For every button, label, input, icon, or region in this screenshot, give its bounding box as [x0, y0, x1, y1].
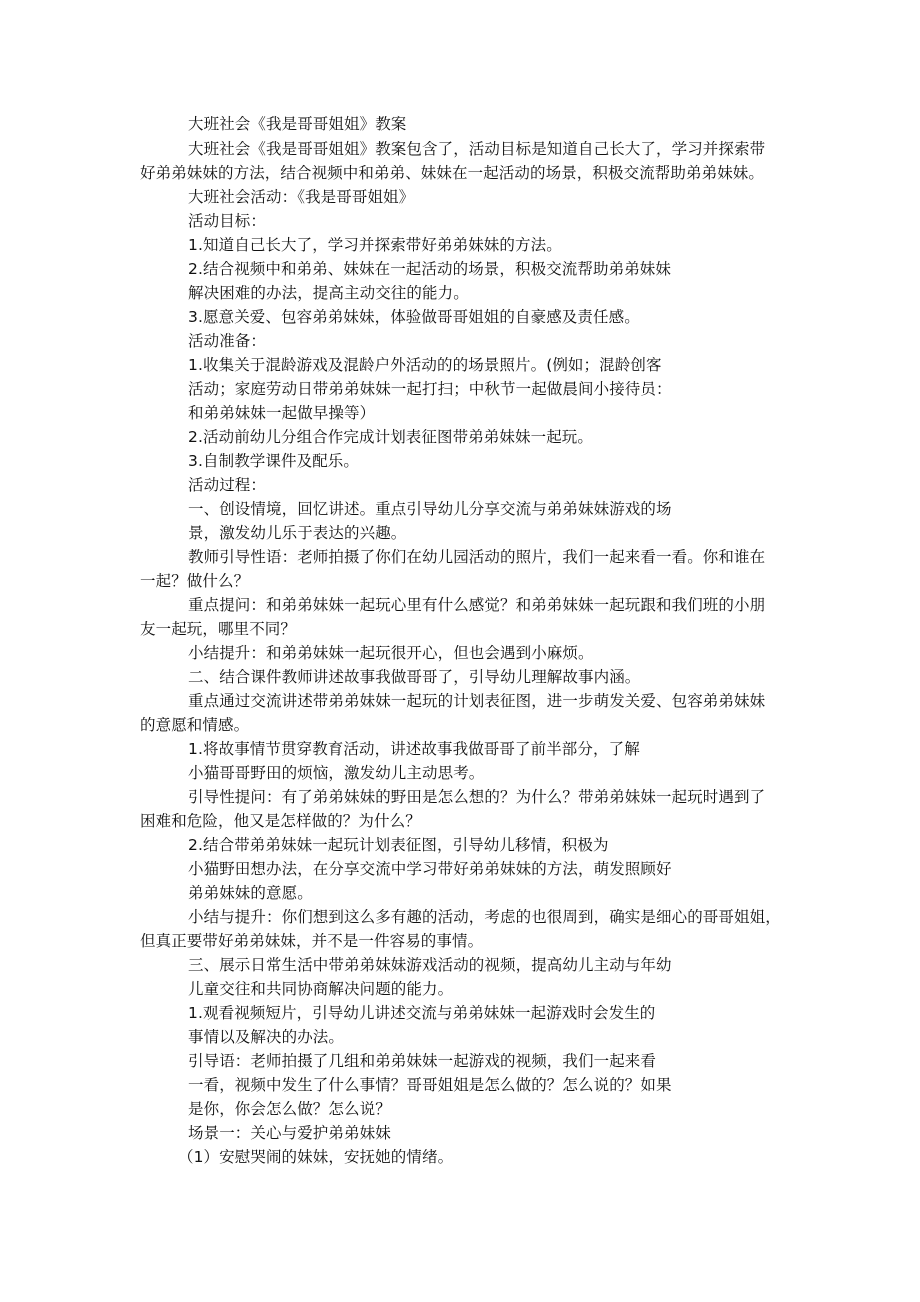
- text-line: 重点提问：和弟弟妹妹一起玩心里有什么感觉？和弟弟妹妹一起玩跟和我们班的小朋: [188, 596, 766, 614]
- text-line: 小猫哥哥野田的烦恼，激发幼儿主动思考。: [188, 764, 485, 782]
- text-line: 和弟弟妹妹一起做早操等）: [188, 404, 376, 422]
- text-line: 一起？做什么？: [140, 572, 250, 590]
- text-line: 小猫野田想办法，在分享交流中学习带好弟弟妹妹的方法，萌发照顾好: [188, 860, 672, 878]
- text-line: 儿童交往和共同协商解决问题的能力。: [188, 980, 454, 998]
- section-heading: 活动准备：: [188, 332, 267, 350]
- text-line: 活动；家庭劳动日带弟弟妹妹一起打扫；中秋节一起做晨间小接待员：: [188, 380, 672, 398]
- text-line: 3.愿意关爱、包容弟弟妹妹，体验做哥哥姐姐的自豪感及责任感。: [188, 308, 640, 326]
- text-line: 的意愿和情感。: [140, 716, 250, 734]
- text-line: 1.知道自己长大了，学习并探索带好弟弟妹妹的方法。: [188, 236, 562, 254]
- text-line: 重点通过交流讲述带弟弟妹妹一起玩的计划表征图，进一步萌发关爱、包容弟弟妹妹: [188, 692, 766, 710]
- text-line: 友一起玩，哪里不同？: [140, 620, 297, 638]
- text-line: 2.结合带弟弟妹妹一起玩计划表征图，引导幼儿移情，积极为: [188, 836, 609, 854]
- text-line: 一看，视频中发生了什么事情？哥哥姐姐是怎么做的？怎么说的？如果: [188, 1076, 672, 1094]
- text-line: 困难和危险，他又是怎样做的？为什么？: [140, 812, 421, 830]
- text-line: 弟弟妹妹的意愿。: [188, 884, 313, 902]
- text-line: 引导性提问：有了弟弟妹妹的野田是怎么想的？为什么？带弟弟妹妹一起玩时遇到了: [188, 788, 766, 806]
- text-line: 1.将故事情节贯穿教育活动，讲述故事我做哥哥了前半部分，了解: [188, 740, 640, 758]
- text-line: 3.自制教学课件及配乐。: [188, 452, 359, 470]
- text-line: 解决困难的办法，提高主动交往的能力。: [188, 284, 469, 302]
- text-line: 事情以及解决的办法。: [188, 1028, 345, 1046]
- text-line: （1）安慰哭闹的妹妹，安抚她的情绪。: [178, 1148, 454, 1166]
- text-line: 大班社会活动：《我是哥哥姐姐》: [188, 188, 415, 206]
- text-line: 是你，你会怎么做？怎么说？: [188, 1100, 391, 1118]
- section-heading: 活动目标：: [188, 212, 267, 230]
- text-line: 2.活动前幼儿分组合作完成计划表征图带弟弟妹妹一起玩。: [188, 428, 593, 446]
- text-line: 2.结合视频中和弟弟、妹妹在一起活动的场景，积极交流帮助弟弟妹妹: [188, 260, 671, 278]
- text-line: 三、展示日常生活中带弟弟妹妹游戏活动的视频，提高幼儿主动与年幼: [188, 956, 672, 974]
- text-line: 好弟弟妹妹的方法，结合视频中和弟弟、妹妹在一起活动的场景，积极交流帮助弟弟妹妹。: [140, 164, 765, 182]
- text-line: 二、结合课件教师讲述故事我做哥哥了，引导幼儿理解故事内涵。: [188, 668, 641, 686]
- text-line: 场景一：关心与爱护弟弟妹妹: [188, 1124, 391, 1142]
- document-title: 大班社会《我是哥哥姐姐》教案: [188, 115, 407, 133]
- text-line: 小结与提升：你们想到这么多有趣的活动，考虑的也很周到，确实是细心的哥哥姐姐，: [188, 908, 781, 926]
- text-line: 一、创设情境，回忆讲述。重点引导幼儿分享交流与弟弟妹妹游戏的场: [188, 500, 672, 518]
- text-line: 教师引导性语：老师拍摄了你们在幼儿园活动的照片，我们一起来看一看。你和谁在: [188, 548, 766, 566]
- text-line: 大班社会《我是哥哥姐姐》教案包含了，活动目标是知道自己长大了，学习并探索带: [188, 140, 766, 158]
- text-line: 1.收集关于混龄游戏及混龄户外活动的的场景照片。(例如；混龄创客: [188, 356, 662, 374]
- text-line: 小结提升：和弟弟妹妹一起玩很开心，但也会遇到小麻烦。: [188, 644, 594, 662]
- text-line: 引导语：老师拍摄了几组和弟弟妹妹一起游戏的视频，我们一起来看: [188, 1052, 657, 1070]
- text-line: 1.观看视频短片，引导幼儿讲述交流与弟弟妹妹一起游戏时会发生的: [188, 1004, 656, 1022]
- section-heading: 活动过程：: [188, 476, 267, 494]
- text-line: 景，激发幼儿乐于表达的兴趣。: [188, 524, 407, 542]
- text-line: 但真正要带好弟弟妹妹，并不是一件容易的事情。: [140, 932, 484, 950]
